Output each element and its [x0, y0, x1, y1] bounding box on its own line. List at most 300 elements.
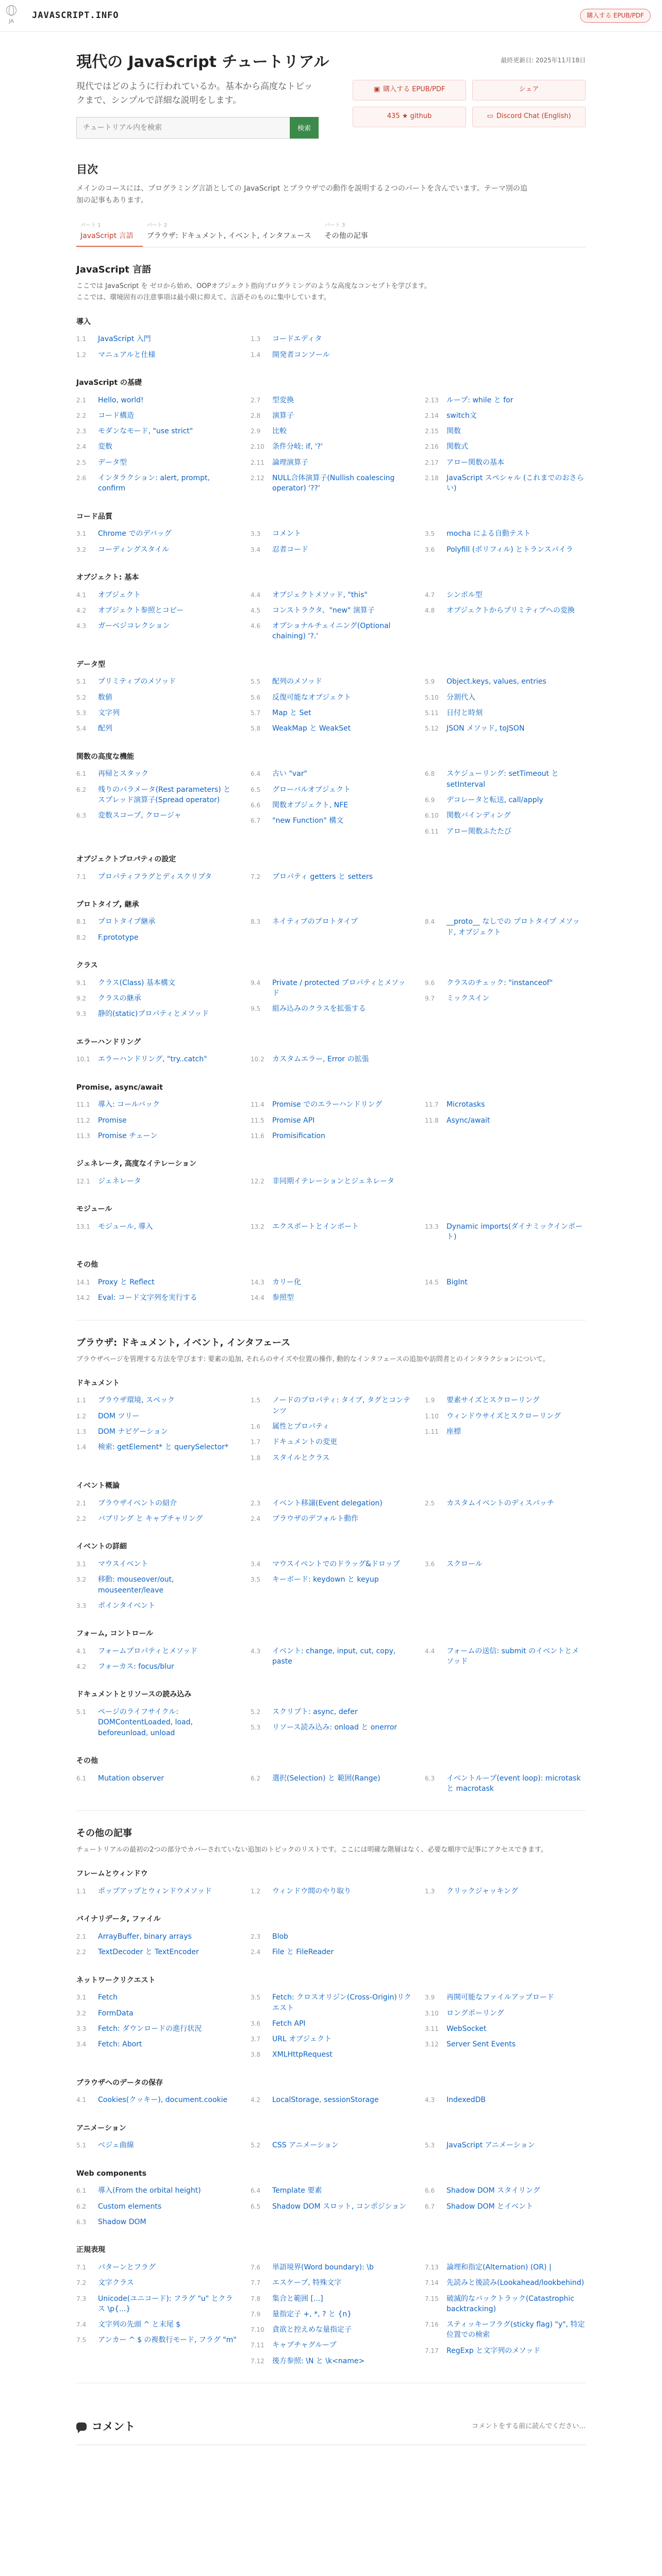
chapter-link[interactable]: [425, 1558, 586, 1573]
chapter-link[interactable]: [251, 1573, 411, 1589]
chapter-number: 8.4: [425, 918, 435, 926]
chapter-link[interactable]: [251, 589, 411, 604]
section-column: [425, 1098, 586, 1145]
section-column: [425, 1276, 586, 1308]
chapter-link[interactable]: [76, 2007, 237, 2023]
chapter-link[interactable]: [425, 544, 586, 559]
chapter-link[interactable]: [251, 394, 411, 410]
chapter-link[interactable]: [251, 2339, 411, 2354]
chapter-link[interactable]: [425, 768, 586, 794]
chapter-link[interactable]: [425, 809, 586, 825]
chapter-link[interactable]: [76, 1130, 237, 1145]
chapter-number: 7.3: [76, 2295, 87, 2302]
section-column: [425, 1175, 586, 1191]
chapter-link[interactable]: [76, 589, 237, 604]
chapter-title: DOM ツリー: [98, 1412, 140, 1420]
chapter-link[interactable]: [425, 604, 586, 620]
section-title[interactable]: 関数の高度な機能: [76, 752, 134, 761]
chapter-link[interactable]: [76, 1930, 237, 1946]
chapter-link[interactable]: [76, 1660, 237, 1676]
chapter-title: 関数式: [446, 443, 468, 451]
chapter-title: "new Function" 構文: [272, 817, 344, 825]
buy-epub-button[interactable]: [353, 80, 466, 100]
chapter-title: JavaScript 入門: [98, 335, 151, 344]
part-description: ブラウザページを管理する方法を学びます: 要素の追加, それらのサイズや位置の操作, 動的なインタフェースの追加や訪問者とのインタラクションについて。: [76, 1355, 550, 1363]
section-column: [425, 871, 586, 886]
chapter-number: 4.4: [425, 1647, 435, 1655]
tab-part-3[interactable]: [321, 217, 377, 247]
chapter-link[interactable]: [425, 691, 586, 707]
section-title[interactable]: オブジェクトプロパティの設定: [76, 855, 176, 863]
chapter-link[interactable]: [76, 1513, 237, 1528]
section-title[interactable]: クラス: [76, 961, 98, 970]
section-title[interactable]: オブジェクト: 基本: [76, 573, 139, 582]
section-column: [251, 1221, 411, 1247]
chapter-title: クラスの継承: [98, 994, 141, 1003]
section-title[interactable]: イベントの詳細: [76, 1543, 127, 1551]
chapter-number: 2.13: [425, 396, 439, 404]
chapter-title: 古い "var": [272, 770, 307, 778]
chapter-link[interactable]: [76, 1645, 237, 1660]
chapter-link[interactable]: [76, 2261, 237, 2277]
section-title[interactable]: Promise, async/await: [76, 1083, 163, 1092]
section-title[interactable]: コード品質: [76, 512, 112, 521]
chapter-number: 6.6: [251, 801, 261, 809]
chapter-link[interactable]: [76, 1276, 237, 1292]
chapter-link[interactable]: [425, 825, 586, 841]
section-column: [425, 333, 586, 364]
chapter-title: シンボル型: [446, 590, 483, 599]
chapter-link[interactable]: [76, 2318, 237, 2334]
chapter-link[interactable]: [76, 768, 237, 783]
section-title[interactable]: 導入: [76, 317, 91, 326]
share-button[interactable]: [472, 80, 586, 100]
chapter-link[interactable]: [76, 1175, 237, 1191]
chapter-link[interactable]: [76, 410, 237, 425]
part-title[interactable]: JavaScript 言語: [76, 264, 152, 276]
chapter-link[interactable]: [76, 2038, 237, 2054]
chapter-link[interactable]: [425, 2023, 586, 2038]
chapter-link[interactable]: [251, 1497, 411, 1513]
chapter-link[interactable]: [76, 1394, 237, 1410]
chapter-title: イベントループ(event loop): microtask と macrotask: [446, 1774, 581, 1793]
chapter-link[interactable]: [76, 472, 237, 498]
chapter-number: 6.1: [76, 1774, 87, 1782]
chapter-link[interactable]: [76, 2094, 237, 2109]
chapter-link[interactable]: [251, 2184, 411, 2200]
chapter-link[interactable]: [76, 977, 237, 992]
chapter-link[interactable]: [251, 2277, 411, 2292]
site-logo[interactable]: JAVASCRIPT.INFO: [32, 10, 119, 21]
chapter-link[interactable]: [425, 1098, 586, 1114]
chapter-number: 5.1: [76, 2142, 87, 2149]
chapter-number: 7.9: [251, 2310, 261, 2318]
chapter-link[interactable]: [251, 977, 411, 1003]
chapter-link[interactable]: [425, 2345, 586, 2360]
search-input[interactable]: [76, 117, 290, 139]
chapter-link[interactable]: [76, 333, 237, 348]
chapter-link[interactable]: [251, 2355, 411, 2370]
chapter-link[interactable]: [76, 620, 237, 635]
chapter-link[interactable]: [76, 604, 237, 620]
chapter-title: Fetch: クロスオリジン(Cross-Origin)リクエスト: [272, 1993, 411, 2012]
chapter-number: 2.4: [76, 443, 87, 451]
chapter-link[interactable]: [425, 1772, 586, 1799]
chapter-link[interactable]: [251, 2200, 411, 2216]
chapter-link[interactable]: [425, 1885, 586, 1901]
chapter-link[interactable]: [251, 620, 411, 646]
comments-note-link[interactable]: コメントをする前に読んでください…: [471, 2422, 586, 2431]
chapter-number: 8.1: [76, 918, 87, 926]
chapter-link[interactable]: [251, 2094, 411, 2109]
chapter-title: フォームプロパティとメソッド: [98, 1647, 198, 1655]
chapter-link[interactable]: [251, 1436, 411, 1451]
chapter-link[interactable]: [251, 1721, 411, 1737]
share-label: シェア: [519, 86, 539, 94]
chapter-link[interactable]: [251, 2308, 411, 2324]
section-title[interactable]: ブラウザへのデータの保存: [76, 2078, 163, 2087]
chapter-link[interactable]: [425, 456, 586, 472]
chapter-link[interactable]: [425, 722, 586, 738]
chapter-link[interactable]: [76, 1053, 237, 1069]
chapter-link[interactable]: [251, 2018, 411, 2033]
chapter-link[interactable]: [425, 1497, 586, 1513]
chapter-link[interactable]: [76, 2293, 237, 2319]
chapter-link[interactable]: [76, 1991, 237, 2007]
chapter-number: 2.15: [425, 428, 439, 435]
chapter-number: 3.3: [76, 1602, 87, 1609]
chapter-link[interactable]: [425, 410, 586, 425]
chapter-link[interactable]: [76, 2200, 237, 2216]
chapter-link[interactable]: [251, 815, 411, 830]
chapter-link[interactable]: [76, 1426, 237, 1441]
chapter-link[interactable]: [76, 2334, 237, 2349]
chapter-link[interactable]: [251, 722, 411, 738]
chapter-link[interactable]: [251, 333, 411, 348]
chapter-link[interactable]: [251, 1513, 411, 1528]
section-title[interactable]: ドキュメント: [76, 1379, 120, 1387]
search-button[interactable]: 検索: [290, 117, 319, 139]
chapter-link[interactable]: [76, 784, 237, 810]
chapter-link[interactable]: [251, 2293, 411, 2308]
chapter-link[interactable]: [76, 809, 237, 825]
chapter-link[interactable]: [76, 2184, 237, 2200]
chapter-link[interactable]: [251, 472, 411, 498]
chapter-link[interactable]: [251, 1991, 411, 2018]
chapter-link[interactable]: [251, 1130, 411, 1145]
chapter-link[interactable]: [76, 1114, 237, 1130]
chapter-link[interactable]: [251, 1221, 411, 1236]
chapter-link[interactable]: [425, 916, 586, 942]
chapter-link[interactable]: [425, 1426, 586, 1441]
chapter-link[interactable]: [251, 349, 411, 364]
chapter-number: 2.7: [251, 396, 261, 404]
section-title[interactable]: その他: [76, 1756, 98, 1765]
section-columns: [76, 2139, 586, 2155]
chapter-link[interactable]: [251, 1452, 411, 1467]
chapter-link[interactable]: [425, 2094, 586, 2109]
chapter-link[interactable]: [251, 916, 411, 931]
chapter-link[interactable]: [76, 1600, 237, 1615]
chapter-title: 論理和指定(Alternation) (OR) |: [446, 2263, 552, 2272]
tab-label: ブラウザ: ドキュメント, イベント, インタフェース: [146, 231, 311, 240]
chapter-link[interactable]: [251, 1098, 411, 1114]
chapter-link[interactable]: [76, 1008, 237, 1023]
section-title[interactable]: モジュール: [76, 1205, 112, 1214]
section-title[interactable]: ドキュメントとリソースの読み込み: [76, 1690, 192, 1699]
chapter-link[interactable]: [76, 528, 237, 543]
chapter-link[interactable]: [76, 440, 237, 456]
chapter-link[interactable]: [251, 2033, 411, 2048]
chapter-link[interactable]: [251, 1114, 411, 1130]
chapter-link[interactable]: [76, 1098, 237, 1114]
chapter-link[interactable]: [251, 675, 411, 691]
tab-part-2[interactable]: [143, 217, 321, 247]
chapter-title: スクロール: [446, 1560, 483, 1568]
section-columns: [76, 1497, 586, 1529]
chapter-link[interactable]: [76, 349, 237, 364]
chapter-link[interactable]: [76, 394, 237, 410]
chapter-link[interactable]: [425, 675, 586, 691]
section-column: [251, 1098, 411, 1145]
chapter-title: アンカー ^ $ の複数行モード, フラグ "m": [98, 2336, 237, 2345]
chapter-link[interactable]: [76, 2139, 237, 2155]
chapter-link[interactable]: [425, 2293, 586, 2319]
chapter-link[interactable]: [76, 2277, 237, 2292]
chapter-link[interactable]: [251, 1885, 411, 1901]
chapter-link[interactable]: [251, 691, 411, 707]
chapter-link[interactable]: [425, 2200, 586, 2216]
chapter-link[interactable]: [76, 1885, 237, 1901]
section-title[interactable]: エラーハンドリング: [76, 1038, 141, 1046]
section-column: [76, 1276, 237, 1308]
chapter-link[interactable]: [76, 544, 237, 559]
chapter-number: 6.5: [251, 2202, 261, 2210]
chapter-link[interactable]: [251, 1558, 411, 1573]
chapter-link[interactable]: [251, 440, 411, 456]
tab-part-1[interactable]: [76, 217, 143, 247]
chapter-link[interactable]: [251, 1292, 411, 1307]
chapter-link[interactable]: [425, 2318, 586, 2345]
chapter-title: Promise でのエラーハンドリング: [272, 1100, 383, 1109]
chapter-link[interactable]: [425, 589, 586, 604]
chapter-link[interactable]: [76, 2023, 237, 2038]
chapter-number: 6.9: [425, 796, 435, 804]
chapter-title: アロー関数の基本: [446, 458, 504, 467]
chapter-link[interactable]: [76, 992, 237, 1008]
chapter-link[interactable]: [76, 1441, 237, 1456]
chapter-link[interactable]: [76, 1497, 237, 1513]
chapter-number: 3.1: [76, 530, 87, 538]
discord-button[interactable]: [472, 107, 586, 127]
chapter-link[interactable]: [425, 440, 586, 456]
chapter-link[interactable]: [251, 410, 411, 425]
part-description: ここでは、環境固有の注意事項は最小限に抑えて、言語そのものに集中しています。: [76, 294, 330, 302]
chapter-number: 2.2: [76, 1948, 87, 1956]
section-title[interactable]: プロトタイプ, 継承: [76, 900, 139, 909]
section-title[interactable]: フレームとウィンドウ: [76, 1870, 148, 1878]
chapter-link[interactable]: [251, 799, 411, 815]
globe-icon[interactable]: [6, 5, 16, 15]
chapter-link[interactable]: [251, 871, 411, 886]
chapter-link[interactable]: [76, 722, 237, 738]
chapter-link[interactable]: [76, 1292, 237, 1307]
chapter-link[interactable]: [76, 425, 237, 440]
section-column: [251, 1645, 411, 1676]
chapter-link[interactable]: [251, 2139, 411, 2155]
section-column: [251, 394, 411, 498]
chapter-link[interactable]: [76, 691, 237, 707]
chapter-link[interactable]: [251, 707, 411, 722]
section-title[interactable]: イベント概論: [76, 1481, 120, 1490]
buy-epub-top-button[interactable]: 購入する EPUB/PDF: [580, 9, 651, 23]
chapter-link[interactable]: [76, 675, 237, 691]
chapter-link[interactable]: [76, 1772, 237, 1788]
section-column: [425, 1991, 586, 2064]
chapter-title: switch文: [446, 411, 477, 420]
chapter-title: Polyfill (ポリフィル) とトランスパイラ: [446, 545, 573, 554]
chapter-number: 9.5: [251, 1005, 261, 1013]
chapter-link[interactable]: [251, 1772, 411, 1788]
chapter-title: 配列: [98, 724, 112, 733]
chapter-number: 6.1: [76, 2187, 87, 2195]
chapter-link[interactable]: [251, 1003, 411, 1018]
chapter-number: 4.6: [251, 622, 261, 630]
section-column: [425, 1558, 586, 1615]
chapter-link[interactable]: [425, 472, 586, 498]
chapter-link[interactable]: [76, 1410, 237, 1426]
chapter-link[interactable]: [76, 456, 237, 472]
chapter-link[interactable]: [425, 528, 586, 543]
chapter-number: 7.1: [76, 873, 87, 880]
section-column: [251, 2094, 411, 2109]
section-title[interactable]: その他: [76, 1261, 98, 1269]
language-label[interactable]: JA: [9, 19, 14, 24]
chapter-link[interactable]: [251, 544, 411, 559]
chapter-title: ループ: while と for: [446, 396, 514, 404]
chapter-link[interactable]: [425, 707, 586, 722]
chapter-link[interactable]: [251, 456, 411, 472]
chapter-number: 6.3: [76, 2218, 87, 2226]
chapter-link[interactable]: [425, 1114, 586, 1130]
chapter-number: 1.1: [76, 1887, 87, 1895]
section-column: [251, 1930, 411, 1962]
chapter-link[interactable]: [251, 528, 411, 543]
chapter-title: オプショナルチェイニング(Optional chaining) '?.': [272, 622, 391, 641]
chapter-number: 5.7: [251, 709, 261, 717]
section-title[interactable]: Web components: [76, 2169, 146, 2178]
section-title[interactable]: 正規表現: [76, 2246, 105, 2255]
chapter-link[interactable]: [425, 1645, 586, 1671]
chapter-link[interactable]: [251, 2048, 411, 2064]
section-title[interactable]: JavaScript の基礎: [76, 378, 142, 387]
chapter-title: ジェネレータ: [98, 1177, 141, 1185]
chapter-link[interactable]: [251, 604, 411, 620]
chapter-link[interactable]: [425, 1410, 586, 1426]
chapter-link[interactable]: [425, 2038, 586, 2054]
chapter-link[interactable]: [425, 992, 586, 1008]
chapter-link[interactable]: [76, 1706, 237, 1742]
chapter-title: File と FileReader: [272, 1948, 334, 1957]
chapter-link[interactable]: [425, 2277, 586, 2292]
chapter-link[interactable]: [251, 1706, 411, 1721]
chapter-link[interactable]: [425, 2261, 586, 2277]
chapter-link[interactable]: [425, 425, 586, 440]
github-button[interactable]: [353, 107, 466, 127]
section-title[interactable]: バイナリデータ, ファイル: [76, 1915, 161, 1924]
chapter-link[interactable]: [425, 1221, 586, 1247]
chapter-link[interactable]: [425, 2139, 586, 2155]
chapter-title: クラスのチェック: "instanceof": [446, 978, 553, 987]
chapter-link[interactable]: [425, 1276, 586, 1292]
chapter-link[interactable]: [251, 1420, 411, 1436]
parts-container: [76, 263, 586, 2383]
chapter-link[interactable]: [425, 394, 586, 410]
chapter-link[interactable]: [251, 2261, 411, 2277]
chapter-title: 再開可能なファイルアップロード: [446, 1993, 554, 2002]
chapter-link[interactable]: [76, 1946, 237, 1961]
chapter-link[interactable]: [425, 794, 586, 809]
chapter-link[interactable]: [251, 1930, 411, 1946]
chapter-title: ポップアップとウィンドウメソッド: [98, 1887, 212, 1895]
section-title[interactable]: ジェネレータ, 高度なイテレーション: [76, 1160, 197, 1168]
chapter-link[interactable]: [251, 1053, 411, 1069]
section-columns: [76, 871, 586, 886]
chapter-link[interactable]: [251, 1394, 411, 1420]
section-column: [76, 528, 237, 559]
part-title[interactable]: その他の記事: [76, 1828, 132, 1839]
chapter-link[interactable]: [251, 784, 411, 799]
chapter-link[interactable]: [76, 871, 237, 886]
section-title[interactable]: アニメーション: [76, 2124, 126, 2132]
chapter-link[interactable]: [76, 2216, 237, 2231]
chapter-link[interactable]: [76, 1221, 237, 1236]
chapter-title: 再帰とスタック: [98, 770, 148, 778]
chapter-link[interactable]: [251, 1645, 411, 1671]
chapter-number: 4.1: [76, 591, 87, 599]
chapter-title: Server Sent Events: [446, 2040, 516, 2049]
chapter-link[interactable]: [251, 768, 411, 783]
section-title[interactable]: フォーム, コントロール: [76, 1630, 154, 1638]
chapter-number: 6.11: [425, 827, 439, 835]
chapter-number: 4.3: [76, 622, 87, 630]
chapter-link[interactable]: [251, 425, 411, 440]
part-title[interactable]: ブラウザ: ドキュメント, イベント, インタフェース: [76, 1337, 291, 1348]
section-title[interactable]: ネットワークリクエスト: [76, 1976, 156, 1985]
chapter-link[interactable]: [251, 2324, 411, 2339]
chapter-link[interactable]: [425, 1991, 586, 2007]
chapter-link[interactable]: [76, 931, 237, 947]
chapter-link[interactable]: [425, 2184, 586, 2200]
chapter-title: Cookies(クッキー), document.cookie: [98, 2096, 228, 2105]
chapter-link[interactable]: [425, 977, 586, 992]
chapter-link[interactable]: [76, 1558, 237, 1573]
chapter-link[interactable]: [425, 1394, 586, 1410]
chapter-link[interactable]: [251, 1276, 411, 1292]
section-column: [425, 1645, 586, 1676]
section-title[interactable]: データ型: [76, 660, 105, 669]
chapter-title: Shadow DOM スロット, コンポジション: [272, 2202, 407, 2211]
chapter-number: 6.4: [251, 2187, 261, 2195]
chapter-link[interactable]: [76, 1573, 237, 1600]
chapter-link[interactable]: [76, 916, 237, 931]
section-column: [251, 675, 411, 738]
chapter-link[interactable]: [425, 2007, 586, 2023]
chapter-title: カリー化: [272, 1278, 301, 1287]
chapter-link[interactable]: [76, 707, 237, 722]
chapter-link[interactable]: [251, 1175, 411, 1191]
chapter-link[interactable]: [251, 1946, 411, 1961]
